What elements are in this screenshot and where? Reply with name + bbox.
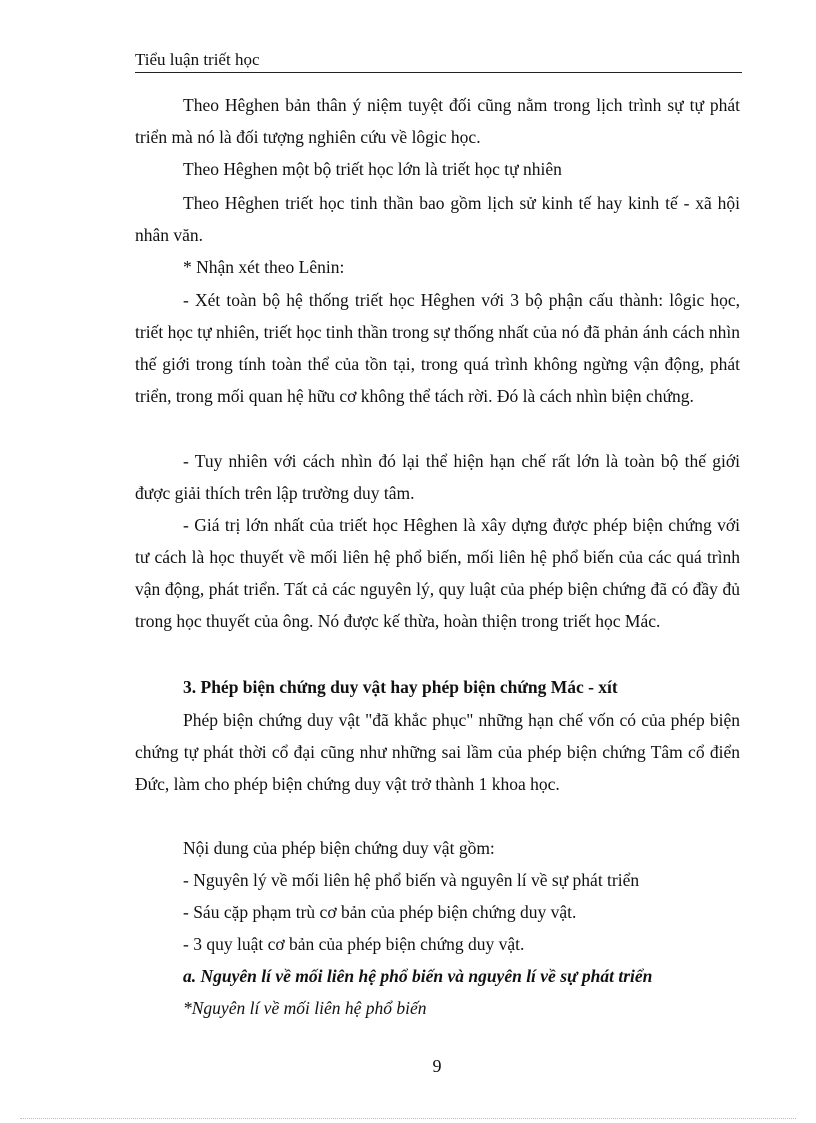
section-heading-3: 3. Phép biện chứng duy vật hay phép biện chứng Mác - xít xyxy=(183,677,618,697)
list-item-3: - 3 quy luật cơ bản của phép biện chứng duy vật. xyxy=(183,934,525,954)
paragraph-8: Phép biện chứng duy vật "đã khắc phục" những hạn chế vốn có của phép biện chứng tự phát thời cổ đại cũng như những sai lầm của phép biện chứng Tâm cổ điển Đức, làm cho phép biện chứng duy vật trở thành 1 khoa học. xyxy=(135,710,740,794)
page-header xyxy=(135,48,742,73)
paragraph-5: - Xét toàn bộ hệ thống triết học Hêghen với 3 bộ phận cấu thành: lôgic học, triết học tự nhiên, triết học tinh thần trong sự thống nhất của nó đã phản ánh cách nhìn thế giới trong tính toàn thể của tồn tại, trong quá trình không ngừng vận động, phát triển, trong mối quan hệ hữu cơ không thể tách rời. Đó là cách nhìn biện chứng. xyxy=(135,290,740,406)
paragraph-1: Theo Hêghen bản thân ý niệm tuyệt đối cũng nằm trong lịch trình sự tự phát triển mà nó là đối tượng nghiên cứu về lôgic học. xyxy=(135,95,740,147)
paragraph-3: Theo Hêghen triết học tinh thần bao gồm lịch sử kinh tế hay kinh tế - xã hội nhân văn. xyxy=(135,193,740,245)
header-title: Tiểu luận triết học xyxy=(135,50,260,69)
paragraph-6: - Tuy nhiên với cách nhìn đó lại thể hiện hạn chế rất lớn là toàn bộ thế giới được giải thích trên lập trường duy tâm. xyxy=(135,451,740,503)
list-item-1: - Nguyên lý về mối liên hệ phổ biến và nguyên lí về sự phát triển xyxy=(183,870,640,890)
paragraph-4: * Nhận xét theo Lênin: xyxy=(183,257,345,277)
list-item-2: - Sáu cặp phạm trù cơ bản của phép biện chứng duy vật. xyxy=(183,902,577,922)
paragraph-2: Theo Hêghen một bộ triết học lớn là triết học tự nhiên xyxy=(183,159,562,179)
paragraph-7: - Giá trị lớn nhất của triết học Hêghen là xây dựng được phép biện chứng với tư cách là học thuyết về mối liên hệ phổ biến, mối liên hệ phổ biến của các quá trình vận động, phát triển. Tất cả các nguyên lý, quy luật của phép biện chứng đã có đầy đủ trong học thuyết của ông. Nó được kế thừa, hoàn thiện trong triết học Mác. xyxy=(135,515,740,631)
paragraph-9: Nội dung của phép biện chứng duy vật gồm: xyxy=(183,838,495,858)
subsection-heading-a: a. Nguyên lí về mối liên hệ phổ biến và nguyên lí về sự phát triển xyxy=(183,966,653,986)
page-number: 9 xyxy=(432,1056,442,1076)
page-bottom-divider xyxy=(20,1118,796,1119)
sub-heading: *Nguyên lí về mối liên hệ phổ biến xyxy=(183,998,427,1018)
